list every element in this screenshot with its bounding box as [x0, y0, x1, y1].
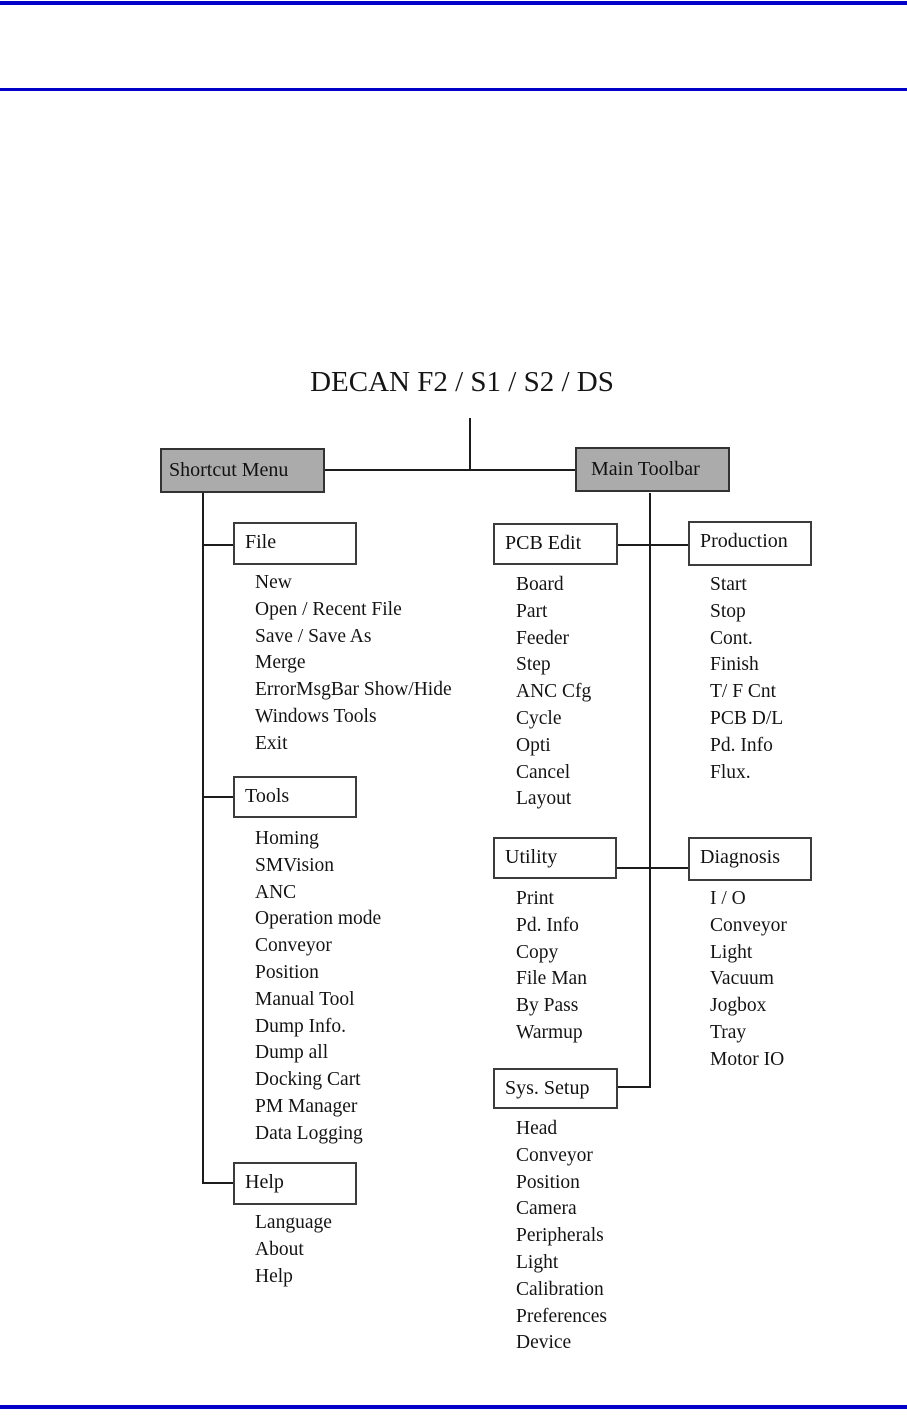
menu-item: Step — [516, 654, 551, 676]
sys-setup-menu-list — [516, 1116, 607, 1357]
menu-item: Flux. — [710, 761, 751, 783]
shortcut-trunk-line — [202, 493, 204, 1184]
menu-item: Layout — [516, 788, 572, 810]
menu-item: Position — [255, 961, 319, 983]
menu-item: Motor IO — [710, 1048, 785, 1070]
menu-item: Jogbox — [710, 995, 767, 1017]
title-connector-line — [469, 418, 471, 471]
menu-item: Windows Tools — [255, 705, 377, 727]
tools-menu-list — [255, 826, 381, 1148]
menu-item: Docking Cart — [255, 1069, 361, 1091]
menu-item: Calibration — [516, 1278, 604, 1300]
menu-item: ErrorMsgBar Show/Hide — [255, 679, 452, 701]
menu-item: Conveyor — [255, 935, 332, 957]
production-menu-list — [710, 572, 783, 786]
menu-item: Cycle — [516, 707, 562, 729]
node-sys-setup-label: Sys. Setup — [505, 1077, 590, 1099]
node-help-label: Help — [245, 1171, 284, 1193]
menu-item: Part — [516, 600, 548, 622]
footer-rule — [0, 1405, 907, 1409]
node-file-label: File — [245, 531, 277, 553]
menu-item: Light — [516, 1251, 559, 1273]
top-border-rule — [0, 1, 907, 5]
menu-item: Tray — [710, 1021, 747, 1043]
menu-item: Pd. Info — [516, 914, 579, 936]
node-pcb-edit-label: PCB Edit — [505, 532, 582, 554]
node-tools — [233, 776, 357, 818]
menu-item: SMVision — [255, 854, 335, 876]
node-main-toolbar-label: Main Toolbar — [591, 458, 700, 480]
node-production — [688, 521, 812, 566]
menu-item: Opti — [516, 734, 551, 756]
node-production-label: Production — [700, 530, 788, 552]
menu-item: Stop — [710, 600, 746, 622]
menu-item: Manual Tool — [255, 988, 355, 1010]
menu-item: ANC Cfg — [516, 681, 592, 703]
menu-item: Finish — [710, 654, 759, 676]
menu-item: Language — [255, 1212, 332, 1233]
pcbedit-production-stub-line — [618, 544, 688, 546]
menu-item: Camera — [516, 1198, 577, 1220]
menu-item: Preferences — [516, 1305, 607, 1327]
node-utility-label: Utility — [505, 846, 558, 868]
menu-item: I / O — [710, 888, 746, 909]
diagram-title: DECAN F2 / S1 / S2 / DS — [310, 366, 614, 398]
menu-item: PM Manager — [255, 1095, 358, 1117]
menu-item: Feeder — [516, 627, 570, 649]
node-sys-setup — [493, 1068, 618, 1109]
menu-item: ANC — [255, 881, 297, 903]
sys-setup-stub-line — [618, 1086, 651, 1088]
menu-item: Conveyor — [516, 1144, 593, 1166]
root-connector-line — [318, 469, 575, 471]
menu-item: Exit — [255, 732, 288, 754]
menu-item: Homing — [255, 828, 319, 849]
file-stub-line — [202, 544, 233, 546]
tools-stub-line — [202, 796, 233, 798]
menu-item: T/ F Cnt — [710, 681, 777, 703]
diagnosis-menu-list — [710, 886, 787, 1074]
menu-item: Open / Recent File — [255, 598, 402, 620]
menu-item: Cancel — [516, 761, 571, 783]
menu-item: New — [255, 572, 292, 593]
toolbar-trunk-line — [649, 493, 651, 1088]
menu-item: Dump all — [255, 1042, 329, 1064]
utility-menu-list — [516, 886, 587, 1047]
menu-item: Board — [516, 574, 564, 595]
menu-item: Merge — [255, 652, 306, 674]
menu-item: Cont. — [710, 627, 753, 649]
node-shortcut-menu-label: Shortcut Menu — [169, 459, 289, 481]
menu-item: File Man — [516, 968, 587, 990]
menu-item: Start — [710, 574, 747, 595]
menu-item: By Pass — [516, 995, 579, 1017]
menu-item: Help — [255, 1265, 293, 1287]
node-diagnosis-label: Diagnosis — [700, 846, 780, 868]
menu-item: Save / Save As — [255, 625, 372, 647]
node-shortcut-menu — [160, 448, 325, 493]
menu-item: Print — [516, 888, 554, 909]
menu-item: Data Logging — [255, 1122, 363, 1144]
node-file — [233, 522, 357, 565]
utility-diagnosis-stub-line — [617, 867, 688, 869]
menu-item: Position — [516, 1171, 580, 1193]
node-help — [233, 1162, 357, 1205]
menu-item: Dump Info. — [255, 1015, 346, 1037]
node-main-toolbar — [575, 447, 730, 492]
menu-item: Warmup — [516, 1021, 583, 1043]
node-pcb-edit — [493, 523, 618, 565]
menu-item: PCB D/L — [710, 707, 784, 729]
menu-item: Peripherals — [516, 1225, 604, 1247]
menu-item: Head — [516, 1118, 558, 1139]
node-utility — [493, 837, 617, 879]
help-stub-line — [202, 1182, 233, 1184]
menu-item: Conveyor — [710, 914, 787, 936]
help-menu-list — [255, 1210, 332, 1290]
node-tools-label: Tools — [245, 785, 290, 807]
menu-item: Light — [710, 941, 753, 963]
menu-item: Device — [516, 1332, 572, 1354]
menu-item: Operation mode — [255, 908, 382, 930]
menu-item: Copy — [516, 941, 559, 963]
file-menu-list — [255, 570, 452, 758]
pcb-edit-menu-list — [516, 572, 591, 813]
menu-item: About — [255, 1238, 304, 1260]
header-rule — [0, 88, 907, 91]
menu-item: Vacuum — [710, 968, 774, 990]
menu-item: Pd. Info — [710, 734, 773, 756]
node-diagnosis — [688, 837, 812, 881]
